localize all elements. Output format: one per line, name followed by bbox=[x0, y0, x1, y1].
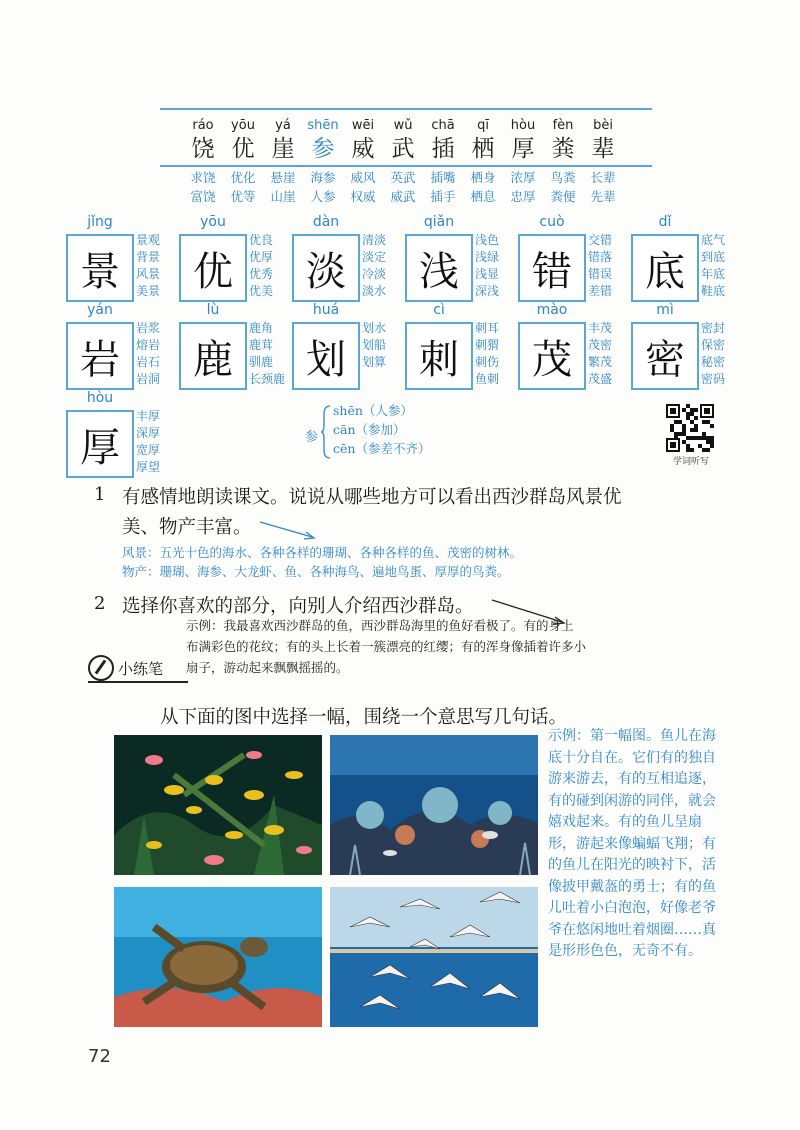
polyphone-reading-3: cēn（参差不齐） bbox=[333, 441, 431, 456]
writing-word: 鞋底 bbox=[701, 284, 726, 298]
writing-word: 茂盛 bbox=[588, 372, 613, 386]
vocab-pinyin: bèi bbox=[593, 118, 613, 133]
writing-box bbox=[66, 234, 134, 302]
writing-word: 刺耳 bbox=[475, 321, 500, 335]
writing-character: 景 bbox=[80, 248, 120, 295]
writing-word: 深厚 bbox=[136, 426, 161, 440]
vocab-word: 浓厚 bbox=[510, 170, 536, 185]
writing-box bbox=[405, 234, 473, 302]
vocab-word: 山崖 bbox=[270, 189, 296, 204]
writing-word: 驯鹿 bbox=[249, 355, 274, 369]
writing-box bbox=[518, 322, 586, 390]
writing-word: 年底 bbox=[701, 267, 726, 281]
writing-word: 刺伤 bbox=[475, 355, 500, 369]
writing-pinyin: mào bbox=[536, 302, 568, 318]
vocab-word: 忠厚 bbox=[510, 189, 536, 204]
writing-word: 错落 bbox=[588, 250, 613, 264]
exercise-2-text: 选择你喜欢的部分，向别人介绍西沙群岛。 bbox=[122, 596, 474, 617]
photo-fish-coral bbox=[114, 735, 322, 875]
writing-word: 差错 bbox=[588, 284, 613, 298]
vocab-char-8 bbox=[503, 118, 543, 164]
writing-word: 宽厚 bbox=[136, 443, 161, 457]
writing-words bbox=[249, 232, 289, 300]
vocab-character: 武 bbox=[391, 136, 415, 162]
writing-words bbox=[136, 320, 176, 388]
vocab-char-7 bbox=[463, 118, 503, 164]
vocab-character: 粪 bbox=[551, 136, 575, 162]
exercise-2-example-line-3: 扇子，游动起来飘飘摇摇的。 bbox=[186, 660, 349, 675]
vocab-word: 栖息 bbox=[470, 189, 496, 204]
photo-coral-reef bbox=[330, 735, 538, 875]
polyphone-reading-1: shēn（人参） bbox=[333, 403, 413, 418]
vocab-words-row-2 bbox=[183, 187, 623, 205]
writing-pinyin: hòu bbox=[86, 390, 114, 406]
answer-arrow bbox=[258, 518, 318, 542]
vocab-char-9 bbox=[543, 118, 583, 164]
vocab-character: 饶 bbox=[191, 136, 215, 162]
writing-word: 风景 bbox=[136, 267, 161, 281]
writing-word: 深浅 bbox=[475, 284, 500, 298]
vocab-pinyin: hòu bbox=[510, 118, 536, 133]
vocab-word: 栖身 bbox=[470, 170, 496, 185]
writing-pinyin: dàn bbox=[312, 214, 340, 230]
writing-word: 浅显 bbox=[475, 267, 500, 281]
writing-word: 淡定 bbox=[362, 250, 387, 264]
practice-prompt: 从下面的图中选择一幅，围绕一个意思写几句话。 bbox=[160, 707, 568, 728]
writing-pinyin: lù bbox=[206, 302, 220, 318]
exercise-1-text: 有感情地朗读课文。说说从哪些地方可以看出西沙群岛风景优 bbox=[122, 487, 622, 508]
writing-box bbox=[179, 234, 247, 302]
vocab-word: 优化 bbox=[230, 170, 256, 185]
writing-character: 底 bbox=[645, 248, 685, 295]
vocab-pinyin: ráo bbox=[192, 118, 214, 133]
exercise-1-answer-products: 物产：珊瑚、海参、大龙虾、鱼、各种海鸟、遍地鸟蛋、厚厚的鸟粪。 bbox=[122, 564, 510, 579]
vocab-pinyin: chā bbox=[431, 118, 455, 133]
vocab-word: 粪便 bbox=[550, 189, 576, 204]
writing-word: 优厚 bbox=[249, 250, 274, 264]
writing-word: 鹿角 bbox=[249, 321, 274, 335]
writing-word: 淡水 bbox=[362, 284, 387, 298]
vocab-pinyin: qī bbox=[477, 118, 489, 133]
writing-word: 浅色 bbox=[475, 233, 500, 247]
writing-word: 丰厚 bbox=[136, 409, 161, 423]
writing-word: 交错 bbox=[588, 233, 613, 247]
vocab-word: 先辈 bbox=[590, 189, 616, 204]
vocab-word: 人参 bbox=[310, 189, 336, 204]
vocab-char-3 bbox=[303, 118, 343, 164]
writing-words bbox=[475, 232, 515, 300]
vocab-character: 参 bbox=[311, 136, 335, 162]
writing-word: 厚望 bbox=[136, 460, 161, 474]
writing-box bbox=[405, 322, 473, 390]
writing-pinyin: yán bbox=[87, 302, 113, 318]
writing-character: 岩 bbox=[80, 336, 120, 383]
writing-word: 到底 bbox=[701, 250, 726, 264]
writing-character: 优 bbox=[193, 248, 233, 295]
writing-word: 岩浆 bbox=[136, 321, 161, 335]
vocab-word: 英武 bbox=[390, 170, 416, 185]
writing-word: 背景 bbox=[136, 250, 161, 264]
writing-box bbox=[292, 234, 360, 302]
writing-word: 繁茂 bbox=[588, 355, 613, 369]
vocab-character: 厚 bbox=[511, 136, 535, 162]
vocab-pinyin: fèn bbox=[552, 118, 574, 133]
writing-word: 优良 bbox=[249, 233, 274, 247]
writing-character: 密 bbox=[645, 336, 685, 383]
writing-word: 保密 bbox=[701, 338, 726, 352]
vocab-pinyin: shēn bbox=[307, 118, 339, 133]
vocab-word: 插手 bbox=[430, 189, 456, 204]
vocab-word: 悬崖 bbox=[270, 170, 296, 185]
writing-word: 丰茂 bbox=[588, 321, 613, 335]
vocab-word: 鸟粪 bbox=[550, 170, 576, 185]
vocab-character: 威 bbox=[351, 136, 375, 162]
writing-pinyin: dǐ bbox=[658, 214, 672, 230]
top-rule bbox=[160, 108, 652, 110]
writing-character: 刺 bbox=[419, 336, 459, 383]
brace-icon bbox=[320, 404, 332, 460]
vocab-char-10 bbox=[583, 118, 623, 164]
writing-character: 浅 bbox=[419, 248, 459, 295]
exercise-1-number: 1 bbox=[94, 484, 106, 505]
vocab-character: 优 bbox=[231, 136, 255, 162]
writing-pinyin: mì bbox=[656, 302, 674, 318]
writing-word: 景观 bbox=[136, 233, 161, 247]
writing-box bbox=[179, 322, 247, 390]
writing-words bbox=[701, 232, 741, 300]
writing-word: 密码 bbox=[701, 372, 726, 386]
exercise-2-example-line-2: 布满彩色的花纹；有的头上长着一簇漂亮的红缨；有的浑身像插着许多小 bbox=[186, 639, 587, 654]
vocab-character: 栖 bbox=[471, 136, 495, 162]
exercise-1-text-cont: 美、物产丰富。 bbox=[122, 517, 252, 538]
writing-box bbox=[631, 234, 699, 302]
practice-example-text: 示例：第一幅图。鱼儿在海底十分自在。它们有的独自游来游去，有的互相追逐，有的碰到闲游的同伴，就会嬉戏起来。有的鱼儿呈扇形，游起来像蝙蝠飞翔；有的鱼儿在阳光的映衬下，活像披甲戴盔的勇士；有的鱼儿吐着小白泡泡，好像老爷爷在悠闲地吐着烟圈……真是形形色色，无奇不有。 bbox=[548, 728, 716, 959]
writing-pinyin: jǐng bbox=[87, 214, 113, 230]
writing-words bbox=[588, 232, 628, 300]
writing-character: 淡 bbox=[306, 248, 346, 295]
writing-character: 厚 bbox=[80, 424, 120, 471]
vocab-word: 优等 bbox=[230, 189, 256, 204]
pen-icon bbox=[88, 655, 114, 681]
writing-word: 底气 bbox=[701, 233, 726, 247]
vocab-word: 插嘴 bbox=[430, 170, 456, 185]
vocab-pinyin: yá bbox=[275, 118, 291, 133]
vocab-character: 崖 bbox=[271, 136, 295, 162]
vocab-char-4 bbox=[343, 118, 383, 164]
vocab-character: 辈 bbox=[591, 136, 615, 162]
vocab-word: 威风 bbox=[350, 170, 376, 185]
writing-pinyin: cuò bbox=[539, 214, 565, 230]
writing-word: 秘密 bbox=[701, 355, 726, 369]
writing-word: 熔岩 bbox=[136, 338, 161, 352]
vocab-char-2 bbox=[263, 118, 303, 164]
vocab-pinyin: yōu bbox=[231, 118, 255, 133]
writing-word: 冷淡 bbox=[362, 267, 387, 281]
writing-pinyin: huá bbox=[312, 302, 340, 318]
exercise-2-number: 2 bbox=[94, 593, 106, 614]
writing-character: 错 bbox=[532, 248, 572, 295]
writing-words bbox=[362, 232, 402, 300]
writing-word: 优美 bbox=[249, 284, 274, 298]
writing-box bbox=[292, 322, 360, 390]
writing-word: 岩洞 bbox=[136, 372, 161, 386]
writing-word: 划水 bbox=[362, 321, 387, 335]
writing-word: 岩石 bbox=[136, 355, 161, 369]
writing-word: 鱼刺 bbox=[475, 372, 500, 386]
writing-word: 浅绿 bbox=[475, 250, 500, 264]
vocab-character: 插 bbox=[431, 136, 455, 162]
writing-words bbox=[588, 320, 628, 388]
writing-box bbox=[66, 322, 134, 390]
vocab-char-0 bbox=[183, 118, 223, 164]
writing-box bbox=[518, 234, 586, 302]
writing-character: 鹿 bbox=[193, 336, 233, 383]
writing-words bbox=[701, 320, 741, 388]
writing-words bbox=[136, 232, 176, 300]
writing-box bbox=[631, 322, 699, 390]
writing-box bbox=[66, 410, 134, 478]
writing-words bbox=[475, 320, 515, 388]
writing-word: 清淡 bbox=[362, 233, 387, 247]
vocab-word: 求饶 bbox=[190, 170, 216, 185]
writing-pinyin: cì bbox=[433, 302, 445, 318]
writing-word: 长颈鹿 bbox=[249, 372, 286, 386]
polyphone-reading-2: cān（参加） bbox=[333, 422, 406, 437]
vocab-word: 权威 bbox=[350, 189, 376, 204]
exercise-1-answer-scenery: 风景：五光十色的海水、各种各样的珊瑚、各种各样的鱼、茂密的树林。 bbox=[122, 545, 523, 560]
vocab-pinyin: wēi bbox=[351, 118, 375, 133]
writing-word: 划算 bbox=[362, 355, 387, 369]
vocab-divider bbox=[160, 165, 652, 167]
writing-word: 鹿茸 bbox=[249, 338, 274, 352]
vocab-word: 威武 bbox=[390, 189, 416, 204]
writing-words bbox=[249, 320, 289, 388]
writing-word: 美景 bbox=[136, 284, 161, 298]
writing-word: 优秀 bbox=[249, 267, 274, 281]
writing-word: 划船 bbox=[362, 338, 387, 352]
writing-words bbox=[362, 320, 402, 371]
vocab-char-6 bbox=[423, 118, 463, 164]
writing-pinyin: qiǎn bbox=[423, 214, 455, 230]
qr-label: 学词听写 bbox=[672, 457, 709, 467]
vocab-word: 海参 bbox=[310, 170, 336, 185]
writing-words bbox=[136, 408, 176, 476]
polyphone-char: 参 bbox=[305, 430, 319, 445]
writing-character: 茂 bbox=[532, 336, 572, 383]
vocab-words-row-1 bbox=[183, 168, 623, 186]
vocab-char-5 bbox=[383, 118, 423, 164]
page-number: 72 bbox=[88, 1046, 111, 1067]
writing-word: 刺猬 bbox=[475, 338, 500, 352]
vocab-pinyin: wǔ bbox=[393, 118, 413, 133]
exercise-2-example-line-1: 示例：我最喜欢西沙群岛的鱼，西沙群岛海里的鱼好看极了。有的身上 bbox=[186, 618, 574, 633]
writing-word: 错误 bbox=[588, 267, 613, 281]
qr-code-icon[interactable] bbox=[666, 404, 714, 452]
vocab-row bbox=[183, 118, 623, 164]
writing-pinyin: yōu bbox=[200, 214, 226, 230]
photo-sea-turtle bbox=[114, 887, 322, 1027]
writing-character: 划 bbox=[306, 336, 346, 383]
practice-label: 小练笔 bbox=[118, 659, 164, 678]
vocab-char-1 bbox=[223, 118, 263, 164]
practice-tag bbox=[88, 656, 163, 680]
photo-seagulls bbox=[330, 887, 538, 1027]
writing-word: 密封 bbox=[701, 321, 726, 335]
vocab-word: 富饶 bbox=[190, 189, 216, 204]
vocab-word: 长辈 bbox=[590, 170, 616, 185]
writing-word: 茂密 bbox=[588, 338, 613, 352]
practice-underline bbox=[88, 681, 188, 683]
